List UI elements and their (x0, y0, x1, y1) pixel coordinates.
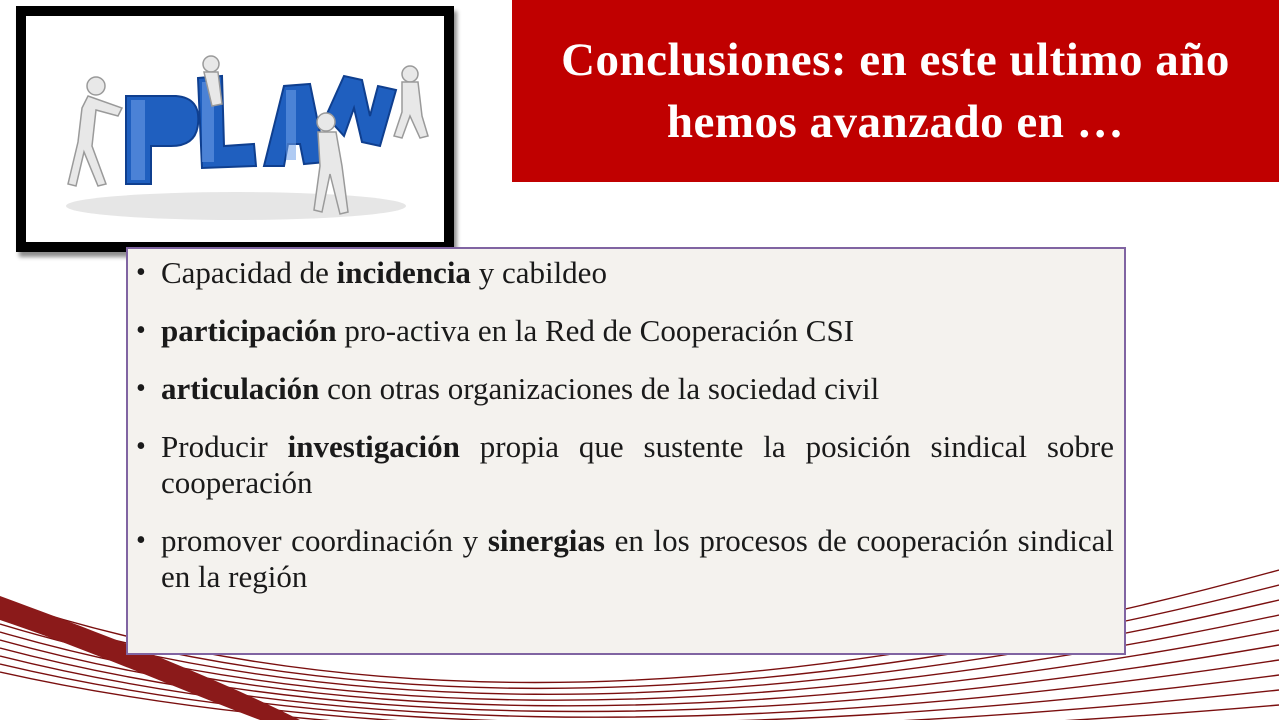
slide-title: Conclusiones: en este ultimo año hemos avanzado en … (561, 34, 1230, 148)
title-banner (512, 0, 1279, 182)
list-item: • promover coordinación y sinergias en los procesos de cooperación sindical en la región (136, 523, 1114, 595)
plan-puzzle-figures-icon (26, 16, 444, 242)
conclusions-list (128, 249, 1124, 595)
conclusions-box (126, 247, 1126, 655)
list-item: • Producir investigación propia que sustente la posición sindical sobre cooperación (136, 429, 1114, 501)
plan-image-frame (16, 6, 454, 252)
list-item: • articulación con otras organizaciones de la sociedad civil (136, 371, 1114, 407)
list-item: • participación pro-activa en la Red de Cooperación CSI (136, 313, 1114, 349)
list-item: • Capacidad de incidencia y cabildeo (136, 255, 1114, 291)
